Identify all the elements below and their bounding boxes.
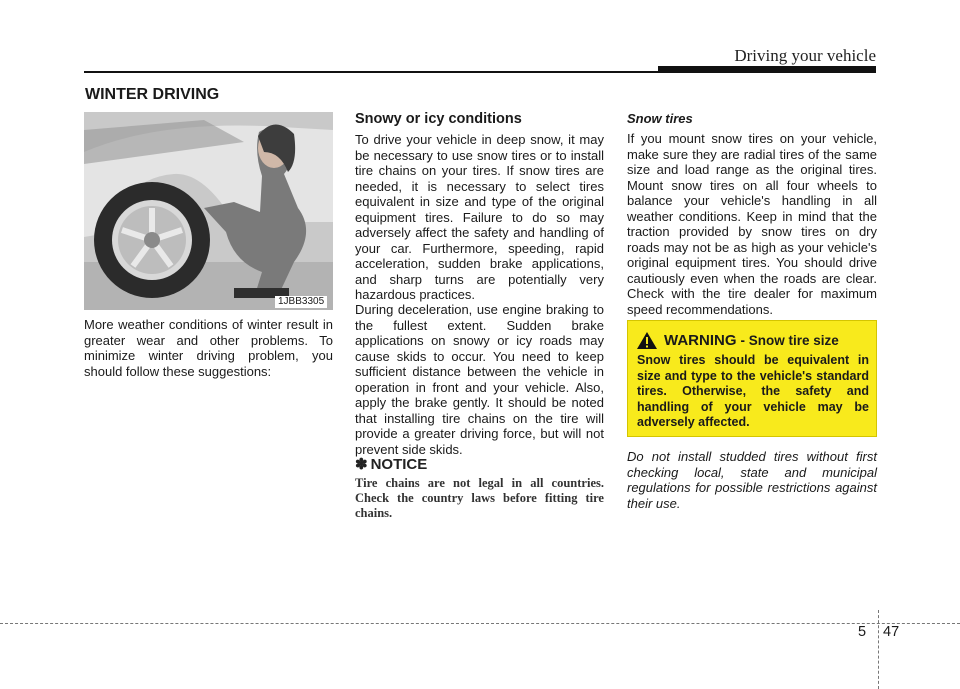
notice-text: Tire chains are not legal in all countries. Check the country laws before fitting tire chains. — [355, 476, 604, 520]
running-header: Driving your vehicle — [734, 46, 876, 65]
warning-subtitle: - Snow tire size — [740, 333, 839, 348]
footer-divider — [878, 610, 879, 689]
warning-box — [627, 320, 877, 437]
studded-tires-note: Do not install studded tires without first checking local, state and municipal regulations for possible restrictions against their use. — [627, 449, 877, 511]
page-number: 47 — [883, 624, 900, 640]
header-rule-thick — [658, 66, 876, 73]
footer-rule — [0, 623, 960, 624]
warning-text: Snow tires should be equivalent in size and type to the vehicle's standard tires. Otherwise, the safety and handling of your vehicle may be adversely affected. — [637, 353, 869, 429]
warning-triangle-icon — [636, 331, 658, 350]
notice-heading — [355, 455, 427, 473]
tire-illustration — [84, 112, 333, 310]
section-title: WINTER DRIVING — [85, 86, 220, 103]
snow-tires-paragraph: If you mount snow tires on your vehicle, make sure they are radial tires of the same size and load range as the original tires. Mount snow tires on all four wheels to balance your vehicle's handling in all weather conditions. Keep in mind that the traction provided by snow tires on dry roads may not be as high as your vehicle's original equipment tires. You should drive cautiously even when the roads are clear. Check with the tire dealer for maximum speed recommendations. — [627, 131, 877, 317]
header-rule — [84, 71, 744, 73]
figure-code: 1JBB3305 — [275, 296, 327, 308]
warning-header — [636, 331, 839, 350]
intro-paragraph: More weather conditions of winter result in greater wear and other problems. To minimize winter driving problem, you should follow these suggestions: — [84, 317, 333, 379]
snowy-paragraph-2: During deceleration, use engine braking to the fullest extent. Sudden brake applications on snowy or icy roads may cause skids to occur. You need to keep sufficient distance between the vehicle in operation in front and your vehicle. Also, apply the brake gently. It should be noted that installing tire chains on the tire will provide a greater driving force, but will not prevent side skids. — [355, 302, 604, 457]
figure-tire-illustration — [84, 112, 333, 310]
chapter-number: 5 — [858, 624, 867, 640]
notice-label: NOTICE — [370, 456, 428, 473]
notice-star-icon: ✽ — [355, 456, 368, 473]
heading-snowy-icy: Snowy or icy conditions — [355, 111, 522, 127]
warning-label: WARNING — [664, 332, 737, 349]
snowy-paragraph-1: To drive your vehicle in deep snow, it may be necessary to use snow tires or to install tire chains on your tires. If snow tires are needed, it is necessary to select tires equivalent in size and type of the original equipment tires. Failure to do so may adversely affect the safety and handling of your car. Furthermore, speeding, rapid acceleration, sudden brake applications, and sharp turns are potentially very hazardous practices. — [355, 132, 604, 302]
heading-snow-tires: Snow tires — [627, 111, 693, 126]
